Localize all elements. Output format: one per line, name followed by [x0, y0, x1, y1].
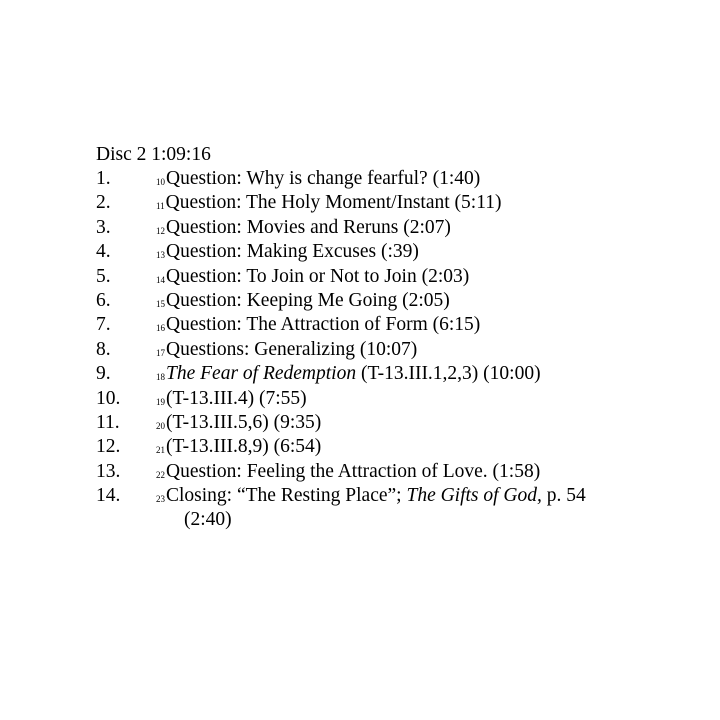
track-italic-title: The Fear of Redemption — [166, 363, 357, 385]
track-title — [156, 484, 586, 533]
track-row — [96, 460, 706, 484]
track-text: (T-13.III.1,2,3) (10:00) — [356, 363, 541, 385]
track-title — [156, 435, 321, 459]
footnote-marker: 23 — [156, 494, 165, 505]
footnote-marker: 22 — [156, 469, 165, 480]
track-number: 7. — [96, 314, 111, 336]
track-row — [96, 191, 706, 215]
track-title — [156, 289, 450, 313]
footnote-marker: 10 — [156, 177, 165, 187]
footnote-marker: 15 — [156, 298, 165, 309]
track-text: Question: To Join or Not to Join (2:03) — [166, 265, 470, 287]
track-number: 4. — [96, 241, 111, 263]
footnote-marker: 16 — [156, 323, 165, 334]
track-text: Questions: Generalizing (10:07) — [166, 338, 418, 360]
track-title — [156, 265, 469, 289]
disc-label: Disc 2 — [96, 144, 147, 165]
track-row — [96, 411, 706, 435]
track-row — [96, 240, 706, 264]
track-number: 1. — [96, 168, 111, 189]
track-row — [96, 387, 706, 411]
track-text: Closing: “The Resting Place”; — [166, 485, 407, 507]
footnote-marker: 20 — [156, 420, 165, 431]
track-row — [96, 265, 706, 289]
footnote-marker: 21 — [156, 445, 165, 456]
track-title — [156, 167, 480, 191]
track-row — [96, 338, 706, 362]
track-title — [156, 240, 419, 264]
track-number: 14. — [96, 485, 121, 507]
track-italic-title: The Gifts of God, — [406, 485, 542, 507]
track-number: 2. — [96, 192, 111, 214]
track-number: 11. — [96, 411, 120, 433]
track-title — [156, 313, 480, 337]
track-text: Question: The Attraction of Form (6:15) — [166, 314, 481, 336]
track-number: 10. — [96, 387, 121, 409]
track-title — [156, 387, 307, 411]
track-text: Question: Keeping Me Going (2:05) — [166, 289, 450, 311]
track-text: (T-13.III.8,9) (6:54) — [166, 436, 322, 458]
track-text: Question: Making Excuses (:39) — [166, 241, 419, 263]
disc-heading — [96, 143, 706, 167]
track-number: 3. — [96, 216, 111, 238]
track-row — [96, 313, 706, 337]
track-text-suffix: p. 54 — [541, 485, 586, 507]
track-number: 6. — [96, 289, 111, 311]
track-text: Question: The Holy Moment/Instant (5:11) — [165, 192, 502, 214]
track-title — [156, 191, 501, 215]
track-text: Question: Why is change fearful? (1:40) — [166, 168, 481, 189]
track-number: 12. — [96, 436, 121, 458]
footnote-marker: 13 — [156, 250, 165, 261]
disc-duration: 1:09:16 — [151, 144, 211, 165]
track-listing — [96, 143, 706, 533]
track-title — [156, 216, 451, 240]
track-number: 13. — [96, 460, 121, 482]
track-title — [156, 362, 541, 386]
track-number: 9. — [96, 363, 111, 385]
footnote-marker: 12 — [156, 225, 165, 236]
track-title — [156, 460, 540, 484]
track-row — [96, 362, 706, 386]
track-title — [156, 338, 417, 362]
track-title — [156, 411, 321, 435]
footnote-marker: 14 — [156, 274, 165, 285]
footnote-marker: 17 — [156, 347, 165, 358]
track-row — [96, 216, 706, 240]
footnote-marker: 18 — [156, 372, 165, 383]
track-number: 8. — [96, 338, 111, 360]
track-text: Question: Feeling the Attraction of Love. (1:58) — [166, 460, 541, 482]
track-number: 5. — [96, 265, 111, 287]
track-text: (T-13.III.5,6) (9:35) — [166, 411, 322, 433]
track-row — [96, 484, 706, 533]
track-row — [96, 167, 706, 191]
track-duration: (2:40) — [184, 509, 232, 531]
track-text: (T-13.III.4) (7:55) — [166, 387, 307, 409]
footnote-marker: 11 — [156, 201, 165, 212]
footnote-marker: 19 — [156, 396, 165, 407]
track-row — [96, 289, 706, 313]
track-row — [96, 435, 706, 459]
track-text: Question: Movies and Reruns (2:07) — [166, 216, 451, 238]
